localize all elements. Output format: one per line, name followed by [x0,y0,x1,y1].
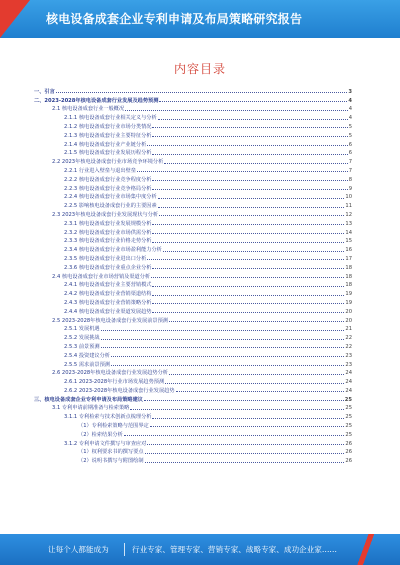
toc-dot-leader [101,339,345,340]
toc-entry-title: 2.4.1 核电设备成套行业主要营销模式 [64,282,152,289]
toc-page-number: 7 [348,159,352,166]
toc-entry[interactable] [34,403,352,412]
footer-tagline: 行业专家、管理专家、营销专家、战略专家、成功企业家…… [132,545,338,554]
toc-dot-leader [152,189,347,190]
toc-entry[interactable] [34,359,352,368]
toc-dot-leader [169,321,344,322]
footer-slogan: 让每个人都能成为 [48,545,109,554]
toc-page-number: 5 [348,132,352,139]
toc-entry[interactable] [34,288,352,297]
toc-entry-title: 2.1.2 核电设备成套行业市场分类情况 [64,123,152,130]
toc-entry-title: 2.3.4 核电设备成套行业市场盈利能力分析 [64,247,162,254]
toc-page-number: 25 [345,405,352,412]
toc-page-number: 4 [348,106,352,113]
toc-dot-leader [111,356,344,357]
toc-page-number: 6 [348,150,352,157]
toc-entry-title: 2.5.2 发展挑战 [64,335,100,342]
toc-dot-leader [150,426,345,427]
toc-entry[interactable] [34,447,352,456]
toc-entry-title: 3.1.1 专利检索与技术创新点梳理分析 [64,414,152,421]
toc-entry[interactable] [34,209,352,218]
toc-entry-title: 2.5.4 投资建议分析 [64,352,110,359]
toc-dot-leader [152,180,347,181]
toc-page-number: 20 [345,317,352,324]
toc-entry-title: （1）专利检索策略与范围界定 [78,423,149,430]
toc-entry[interactable] [34,227,352,236]
toc-dot-leader [145,462,345,463]
toc-entry-title: 2.5.5 需求前景预测 [64,361,110,368]
toc-page-number: 18 [345,273,352,280]
toc-dot-leader [144,400,344,401]
toc-dot-leader [152,224,344,225]
toc-entry[interactable] [34,368,352,377]
toc-dot-leader [56,92,348,93]
toc-dot-leader [159,101,347,102]
toc-entry-title: （2）说明书撰写与附图绘制 [78,458,144,465]
toc-page-number: 19 [345,291,352,298]
toc-dot-leader [152,233,344,234]
toc-entry[interactable] [34,236,352,245]
toc-entry-title: 2.1.5 核电设备成套行业发展历程分析 [64,150,152,157]
header-red-accent [0,0,30,38]
toc-page-number: 21 [345,326,352,333]
toc-entry-title: 2.2.3 核电设备成套行业竞争格局分析 [64,185,152,192]
toc-page-number: 4 [348,97,352,104]
toc-dot-leader [163,251,345,252]
toc-entry[interactable] [34,306,352,315]
toc-entry-title: 2.2.2 核电设备成套行业竞争程度分析 [64,176,152,183]
toc-dot-leader [165,383,344,384]
toc-page-number: 26 [345,458,352,465]
toc-dot-leader [152,286,344,287]
toc-entry[interactable] [34,121,352,130]
toc-dot-leader [101,330,345,331]
toc-dot-leader [145,453,345,454]
toc-dot-leader [101,347,345,348]
toc-dot-leader [158,119,348,120]
toc-entry-title: 2.3.6 核电设备成套行业重点企业分析 [64,264,152,271]
toc-entry[interactable] [34,324,352,333]
toc-dot-leader [158,207,345,208]
toc-entry-title: 2.6 2023-2028年核电设备成套行业发展趋势分析 [52,370,168,377]
toc-page-number: 6 [348,141,352,148]
toc-entry-title: 2.3.2 核电设备成套行业市场供需分析 [64,229,152,236]
toc-entry[interactable] [34,394,352,403]
toc-entry-title: 2.2.4 核电设备成套行业市场集中度分析 [64,194,157,201]
toc-entry[interactable] [34,376,352,385]
toc-entry-title: 2.6.1 2023-2028年行业市场发展趋势预测 [64,379,165,386]
toc-entry[interactable] [34,174,352,183]
toc-page-number: 24 [345,379,352,386]
toc-entry-title: 二、2023-2028年核电设备成套行业发展及趋势预测 [34,97,159,104]
toc-page-number: 15 [345,238,352,245]
toc-page-number: 16 [345,247,352,254]
toc-page-number: 5 [348,123,352,130]
toc-entry-title: 一、引言 [34,88,55,95]
toc-entry-title: 2.5.1 发展机遇 [64,326,100,333]
toc-page-number: 7 [348,167,352,174]
toc-entry[interactable] [34,86,352,95]
toc-entry[interactable] [34,183,352,192]
toc-entry[interactable] [34,385,352,394]
toc-page-number: 25 [345,431,352,438]
toc-page-number: 25 [345,414,352,421]
toc-entry-title: 3.1 专利申请前期准备与检索策略 [52,405,130,412]
toc-page-number: 12 [345,211,352,218]
toc-entry-title: 2.2 2023年核电设备成套行业市场竞争环境分析 [52,159,164,166]
toc-page-number: 22 [345,335,352,342]
toc-dot-leader [147,444,344,445]
toc-dot-leader [159,215,344,216]
toc-dot-leader [158,198,345,199]
toc-entry[interactable] [34,130,352,139]
toc-entry[interactable] [34,438,352,447]
toc-dot-leader [152,268,344,269]
toc-entry[interactable] [34,341,352,350]
toc-entry[interactable] [34,244,352,253]
toc-page-number: 22 [345,343,352,350]
toc-dot-leader [147,145,347,146]
toc-page-number: 4 [348,115,352,122]
toc-entry-title: 2.2.1 行业进入壁垒与退出壁垒 [64,167,136,174]
toc-dot-leader [147,259,344,260]
toc-dot-leader [152,242,344,243]
toc-page-number: 3 [348,88,352,95]
toc-entry[interactable] [34,165,352,174]
toc-page-number: 19 [345,299,352,306]
toc-entry[interactable] [34,297,352,306]
toc-page-number: 25 [344,396,352,403]
toc-dot-leader [152,312,344,313]
toc-entry-title: 2.6.2 2023-2028年核电设备成套行业发展趋势 [64,387,175,394]
page-footer [0,534,400,565]
toc-dot-leader [125,110,348,111]
toc-entry-title: 2.1.1 核电设备成套行业相关定义与分析 [64,115,157,122]
toc-page-number: 23 [345,361,352,368]
toc-entry-title: 2.4.2 核电设备成套行业营销渠道结构 [64,291,152,298]
toc-dot-leader [137,171,348,172]
toc-page-number: 18 [345,264,352,271]
toc-dot-leader [152,154,347,155]
toc-entry-title: （2）检索结果分析 [78,431,123,438]
toc-dot-leader [152,418,344,419]
toc-heading: 内容目录 [173,62,226,76]
toc-dot-leader [111,365,344,366]
document-title: 核电设备成套企业专利申请及布局策略研究报告 [46,12,303,26]
toc-entry-title: 2.1.4 核电设备成套行业产业链分析 [64,141,147,148]
toc-page-number: 10 [345,194,352,201]
toc-page-number: 26 [345,449,352,456]
toc-entry[interactable] [34,315,352,324]
toc-page-number: 24 [345,387,352,394]
toc-entry[interactable] [34,200,352,209]
toc-page-number: 13 [345,220,352,227]
toc-page-number: 25 [345,423,352,430]
toc-entry[interactable] [34,95,352,104]
toc-page-number: 17 [345,255,352,262]
toc-page-number: 8 [348,176,352,183]
toc-dot-leader [151,277,344,278]
toc-dot-leader [152,303,344,304]
toc-page-number: 14 [345,229,352,236]
toc-entry-title: 2.1 核电设备成套行业一般概况 [52,106,125,113]
toc-dot-leader [169,374,344,375]
toc-entry[interactable] [34,271,352,280]
toc-page-number: 26 [345,440,352,447]
toc-page-number: 11 [345,203,352,210]
toc-entry[interactable] [34,156,352,165]
toc-entry-title: 2.5 2023-2028年核电设备成套行业发展前景预测 [52,317,168,324]
toc-dot-leader [152,136,347,137]
toc-entry-title: 2.3 2023年核电设备成套行业发展现状与分析 [52,211,159,218]
toc-entry[interactable] [34,218,352,227]
toc-entry-title: 2.3.1 核电设备成套行业发展规模分析 [64,220,152,227]
toc-dot-leader [176,391,345,392]
toc-entry-title: （1）权利要求书的撰写要点 [78,449,144,456]
toc-page-number: 9 [348,185,352,192]
footer-red-stripe [340,534,400,565]
toc-dot-leader [164,163,347,164]
toc-entry[interactable] [34,148,352,157]
toc-entry-title: 2.3.5 核电设备成套行业进出口分析 [64,255,147,262]
footer-divider [124,543,125,556]
toc-entry-title: 2.4.4 核电设备成套行业渠道发展趋势 [64,308,152,315]
toc-entry[interactable] [34,139,352,148]
toc-entry[interactable] [34,411,352,420]
toc-entry-title: 2.3.3 核电设备成套行业价格走势分析 [64,238,152,245]
toc-entry-title: 2.1.3 核电设备成套行业主要特征分析 [64,132,152,139]
toc-entry-title: 2.4 核电设备成套行业市场营销及渠道分析 [52,273,151,280]
toc-page-number: 23 [345,352,352,359]
toc-dot-leader [130,409,344,410]
toc-entry-title: 3.1.2 专利申请文件撰写与审查应对 [64,440,147,447]
toc-entry[interactable] [34,420,352,429]
toc-entry-title: 2.2.5 影响核电设备成套行业的主要因素 [64,203,157,210]
toc-entry[interactable] [34,429,352,438]
toc-entry[interactable] [34,350,352,359]
toc-dot-leader [152,127,347,128]
toc-entry[interactable] [34,262,352,271]
table-of-contents [34,86,352,464]
toc-entry[interactable] [34,332,352,341]
toc-entry[interactable] [34,192,352,201]
page-header [0,0,400,38]
toc-entry-title: 三、核电设备成套企业专利申请及布局策略建议 [34,396,143,403]
toc-page-number: 24 [345,370,352,377]
toc-entry-title: 2.5.3 前景预测 [64,343,100,350]
toc-page-number: 18 [345,282,352,289]
toc-dot-leader [152,295,344,296]
toc-entry[interactable] [34,280,352,289]
toc-page-number: 20 [345,308,352,315]
toc-entry-title: 2.4.3 核电设备成套行业营销策略分析 [64,299,152,306]
toc-dot-leader [124,435,345,436]
toc-entry[interactable] [34,112,352,121]
toc-entry[interactable] [34,455,352,464]
toc-entry[interactable] [34,104,352,113]
toc-entry[interactable] [34,253,352,262]
